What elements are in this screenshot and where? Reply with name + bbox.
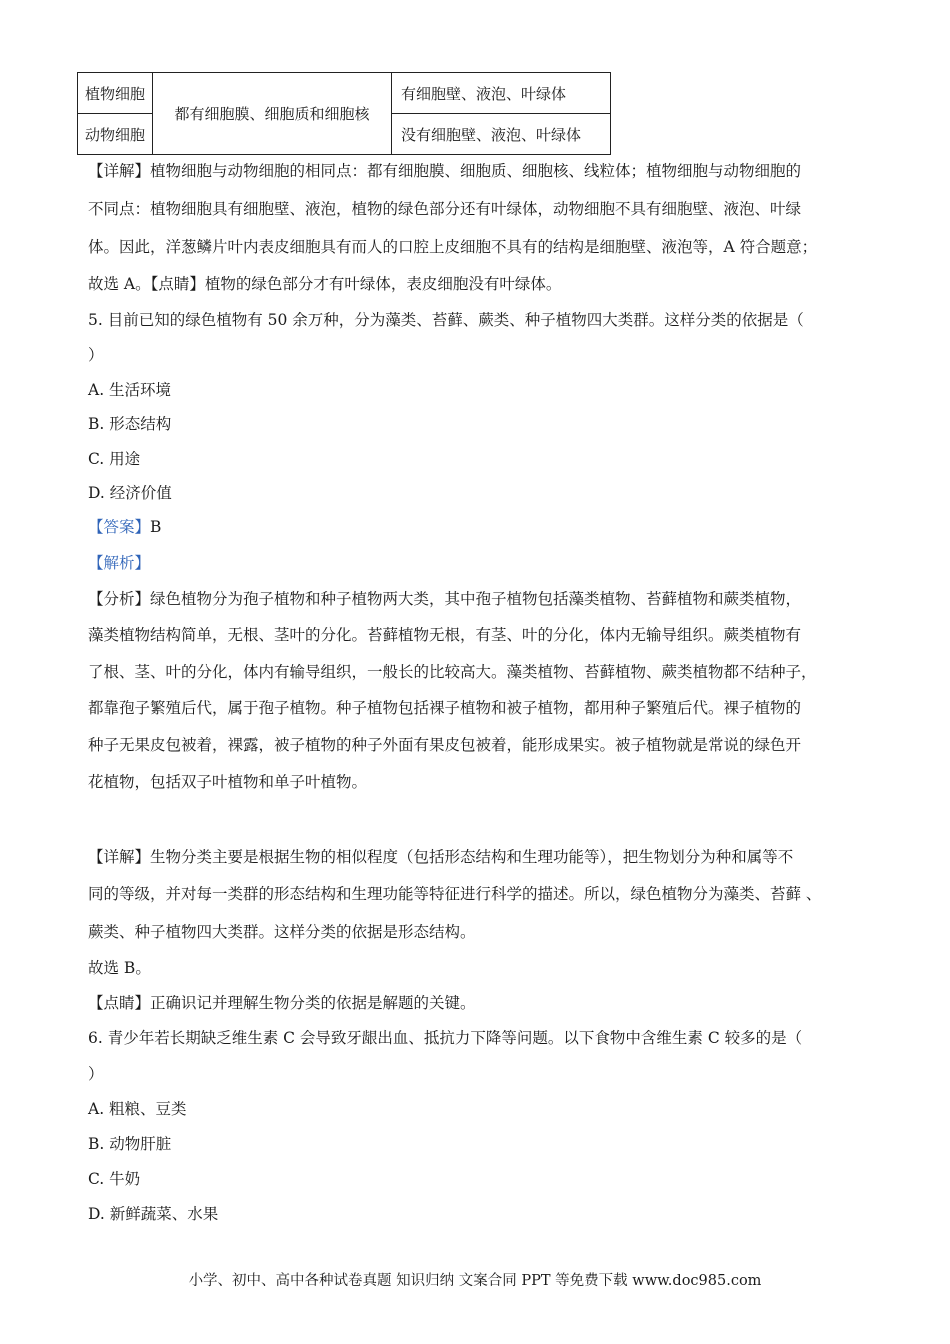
analysis-line: 了根、茎、叶的分化，体内有输导组织，一般长的比较高大。藻类植物、苔藓植物、蕨类植物都不结种子， xyxy=(88,663,817,681)
table-row xyxy=(78,73,611,114)
analysis-line: 都靠孢子繁殖后代，属于孢子植物。种子植物包括裸子植物和被子植物，都用种子繁殖后代。裸子植物的 xyxy=(88,699,802,717)
detail-line: 故选 A。【点睛】植物的绿色部分才有叶绿体，表皮细胞没有叶绿体。 xyxy=(88,275,562,293)
option-c: C. 牛奶 xyxy=(88,1170,141,1188)
detail-line: 蕨类、种子植物四大类群。这样分类的依据是形态结构。 xyxy=(88,923,476,941)
option-a: A. 粗粮、豆类 xyxy=(88,1100,187,1118)
detail-line: 【详解】植物细胞与动物细胞的相同点：都有细胞膜、细胞质、细胞核、线粒体；植物细胞与动物细胞的 xyxy=(88,162,802,180)
analysis-line: 花植物，包括双子叶植物和单子叶植物。 xyxy=(88,773,368,791)
question-stem-end: ） xyxy=(88,346,104,364)
table-cell: 有细胞壁、液泡、叶绿体 xyxy=(392,73,611,114)
option-d: D. 经济价值 xyxy=(88,484,172,502)
table-cell: 都有细胞膜、细胞质和细胞核 xyxy=(153,73,392,155)
question-stem: 6. 青少年若长期缺乏维生素 C 会导致牙龈出血、抵抗力下降等问题。以下食物中含维生素 C 较多的是（ xyxy=(88,1029,803,1047)
tip-line: 【点睛】正确识记并理解生物分类的依据是解题的关键。 xyxy=(88,994,476,1012)
table-cell: 动物细胞 xyxy=(78,114,153,155)
analysis-line: 种子无果皮包被着，裸露，被子植物的种子外面有果皮包被着，能形成果实。被子植物就是常说的绿色开 xyxy=(88,736,802,754)
option-b: B. 动物肝脏 xyxy=(88,1135,172,1153)
question-stem: 5. 目前已知的绿色植物有 50 余万种，分为藻类、苔藓、蕨类、种子植物四大类群。这样分类的依据是（ xyxy=(88,311,804,329)
table-cell: 没有细胞壁、液泡、叶绿体 xyxy=(392,114,611,155)
table-cell: 植物细胞 xyxy=(78,73,153,114)
detail-line: 同的等级，并对每一类群的形态结构和生理功能等特征进行科学的描述。所以，绿色植物分为藻类、苔藓 、 xyxy=(88,885,822,903)
detail-line: 不同点：植物细胞具有细胞壁、液泡，植物的绿色部分还有叶绿体，动物细胞不具有细胞壁、液泡、叶绿 xyxy=(88,200,802,218)
answer-tag: 【答案】 xyxy=(88,518,151,536)
detail-line: 故选 B。 xyxy=(88,959,151,977)
analysis-tag: 【解析】 xyxy=(88,554,151,572)
analysis-line: 【分析】绿色植物分为孢子植物和种子植物两大类，其中孢子植物包括藻类植物、苔藓植物和蕨类植物， xyxy=(88,590,802,608)
option-c: C. 用途 xyxy=(88,450,141,468)
question-stem-end: ） xyxy=(88,1065,104,1083)
detail-line: 体。因此，洋葱鳞片叶内表皮细胞具有而人的口腔上皮细胞不具有的结构是细胞壁、液泡等，A 符合题意； xyxy=(88,238,818,256)
analysis-line: 藻类植物结构简单，无根、茎叶的分化。苔藓植物无根，有茎、叶的分化，体内无输导组织。蕨类植物有 xyxy=(88,626,802,644)
option-a: A. 生活环境 xyxy=(88,381,172,399)
option-b: B. 形态结构 xyxy=(88,415,172,433)
detail-line: 【详解】生物分类主要是根据生物的相似程度（包括形态结构和生理功能等），把生物划分为种和属等不 xyxy=(88,848,794,866)
answer-line xyxy=(88,517,161,537)
cell-comparison-table xyxy=(77,72,611,155)
option-d: D. 新鲜蔬菜、水果 xyxy=(88,1205,219,1223)
answer-value: B xyxy=(150,518,162,536)
page-footer: 小学、初中、高中各种试卷真题 知识归纳 文案合同 PPT 等免费下载 www.doc985.com xyxy=(188,1273,762,1289)
